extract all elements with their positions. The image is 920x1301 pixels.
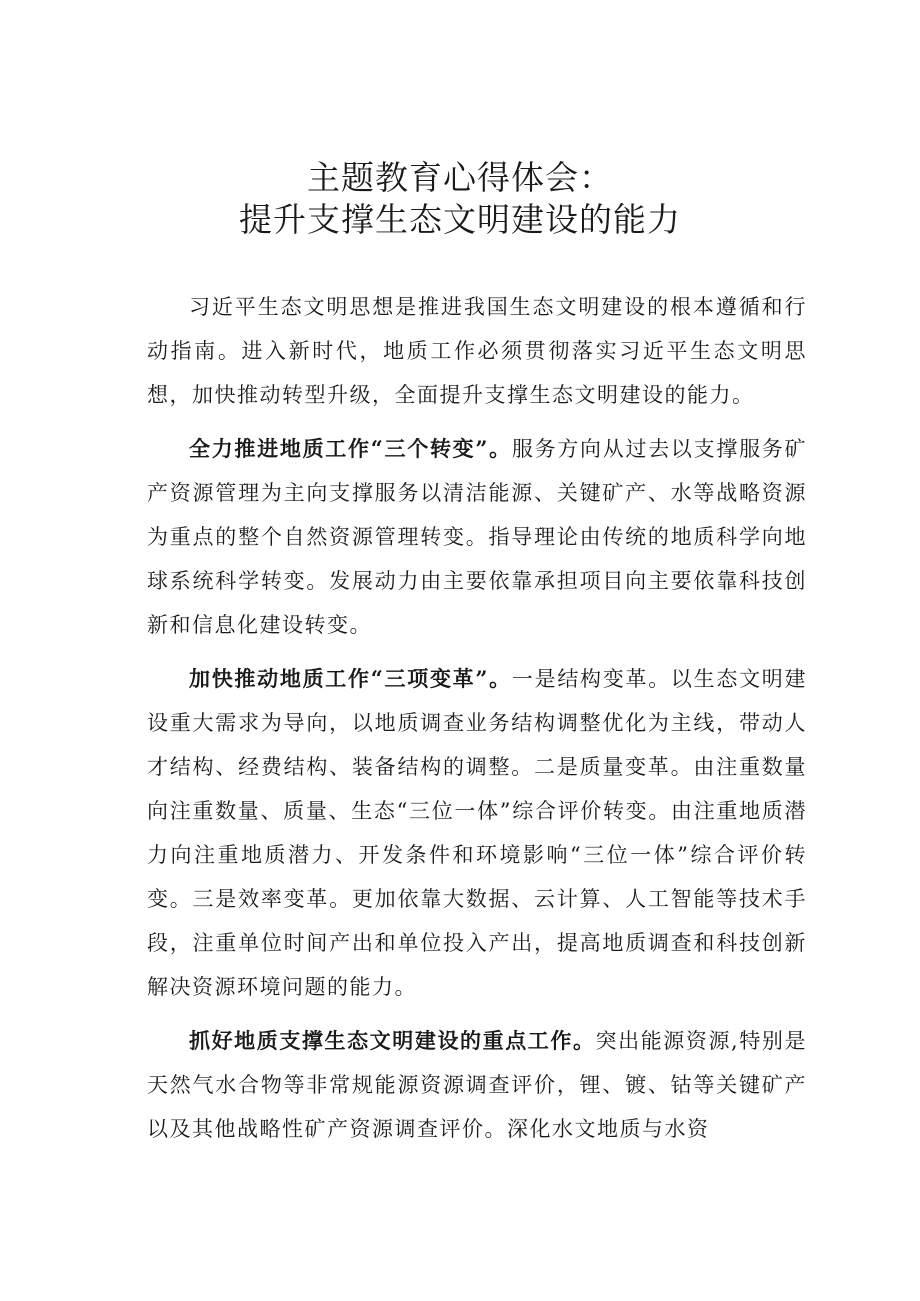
paragraph-text: 习近平生态文明思想是推进我国生态文明建设的根本遵循和行动指南。进入新时代，地质工作必须贯彻落实习近平生态文明思想，加快推动转型升级，全面提升支撑生态文明建设的能力。: [147, 295, 807, 407]
paragraph-lead: 抓好地质支撑生态文明建设的重点工作。: [189, 1028, 596, 1053]
body-text: [147, 285, 807, 1151]
paragraph-lead: 全力推进地质工作“三个转变”。: [189, 436, 512, 461]
title-line-2: 提升支撑生态文明建设的能力: [239, 200, 681, 239]
paragraph-text: 突出能源资源,特别是天然气水合物等非常规能源资源调查评价，锂、镀、钴等关键矿产以及其他战略性矿产资源调查评价。深化水文地质与水资: [147, 1029, 807, 1141]
paragraph-three-reforms: [147, 657, 807, 1009]
title-line-1: 主题教育心得体会：: [307, 158, 613, 197]
paragraph-lead: 加快推动地质工作“三项变革”。: [189, 666, 512, 691]
paragraph-text: 一是结构变革。以生态文明建设重大需求为导向，以地质调查业务结构调整优化为主线，带动人才结构、经费结构、装备结构的调整。二是质量变革。由注重数量向注重数量、质量、生态“三位一体”综合评价转变。由注重地质潜力向注重地质潜力、开发条件和环境影响“三位一体”综合评价转变。三是效率变革。更加依靠大数据、云计算、人工智能等技术手段，注重单位时间产出和单位投入产出，提高地质调查和科技创新解决资源环境问题的能力。: [147, 667, 807, 999]
paragraph-key-work: [147, 1019, 807, 1151]
paragraph-three-transformations: [147, 427, 807, 647]
paragraph-intro: [147, 285, 807, 417]
paragraph-text: 服务方向从过去以支撑服务矿产资源管理为主向支撑服务以清洁能源、关键矿产、水等战略资源为重点的整个自然资源管理转变。指导理论由传统的地质科学向地球系统科学转变。发展动力由主要依靠承担项目向主要依靠科技创新和信息化建设转变。: [147, 437, 807, 637]
